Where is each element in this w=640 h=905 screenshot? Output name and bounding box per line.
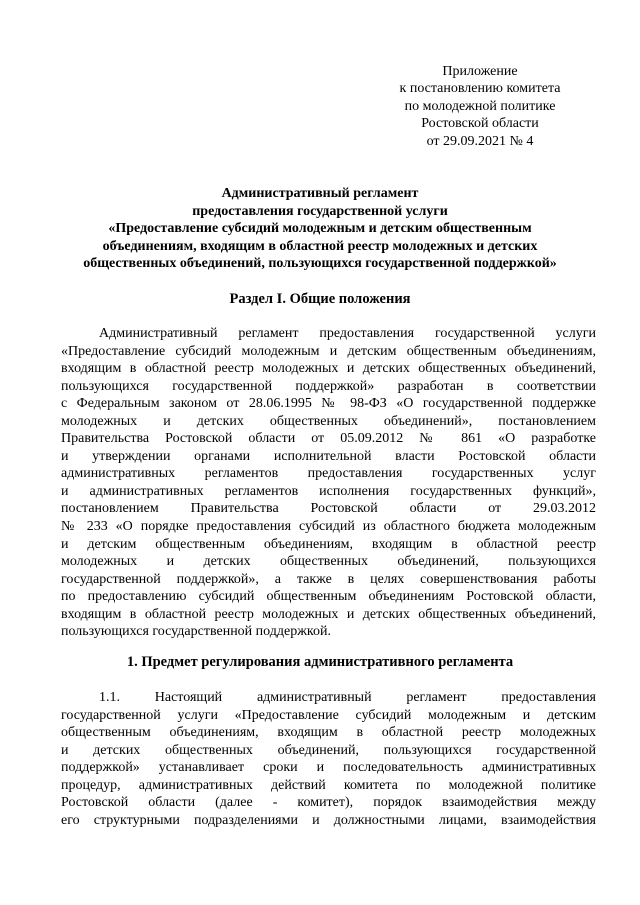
title-line: общественных объединений, пользующихся государственной поддержкой» <box>83 256 557 272</box>
paragraph-line: процедур, административных действий комитета по молодежной политике <box>61 777 596 793</box>
paragraph-line: Ростовской области (далее - комитет), порядок взаимодействия между <box>61 795 596 811</box>
title-line: предоставления государственной услуги <box>192 203 448 219</box>
appendix-line: к постановлению комитета <box>399 81 561 97</box>
paragraph-line: и утверждении органами исполнительной власти Ростовской области <box>61 448 596 464</box>
paragraph-line: поддержкой» устанавливает сроки и последовательность административных <box>61 760 596 776</box>
paragraph-line: и административных регламентов исполнения государственных функций», <box>61 483 596 499</box>
appendix-line: Приложение <box>442 64 518 79</box>
paragraph-line: входящим в областной реестр молодежных и детских общественных объединений, <box>61 361 596 377</box>
paragraph-line: 1.1. Настоящий административный регламент предоставления <box>99 690 596 705</box>
title-line: объединениям, входящим в областной реестр молодежных и детских <box>102 238 538 254</box>
paragraph-line: административных регламентов предоставления государственных услуг <box>61 466 596 482</box>
paragraph-line: государственной поддержкой», а также в целях совершенствования работы <box>61 571 596 587</box>
paragraph-general-provisions <box>61 325 596 641</box>
section-heading: Раздел I. Общие положения <box>229 291 411 307</box>
paragraph-line: Административный регламент предоставления государственной услуги <box>99 326 596 341</box>
paragraph-line: пользующихся государственной поддержкой» разработан в соответствии <box>61 378 596 394</box>
appendix-line: по молодежной политике <box>404 98 556 114</box>
paragraph-line: государственной услуги «Предоставление субсидий молодежным и детским <box>61 707 596 723</box>
paragraph-line: постановлением Правительства Ростовской области от 29.03.2012 <box>61 501 596 517</box>
paragraph-line: «Предоставление субсидий молодежным и детским общественным объединениям, <box>61 343 596 359</box>
paragraph-line: общественным объединениям, входящим в областной реестр молодежных <box>61 725 596 741</box>
title-line: «Предоставление субсидий молодежным и детским общественным <box>108 221 532 237</box>
appendix-line: Ростовской области <box>421 116 539 132</box>
paragraph-line: Правительства Ростовской области от 05.09.2012 № 861 «О разработке <box>61 431 596 447</box>
appendix-line: от 29.09.2021 № 4 <box>426 133 534 149</box>
paragraph-line: входящим в областной реестр молодежных и детских общественных объединений, <box>61 606 596 622</box>
paragraph-line: по предоставлению субсидий общественным объединениям Ростовской области, <box>61 589 596 605</box>
paragraph-line: и детским общественным объединениям, входящим в областной реестр <box>61 536 596 552</box>
paragraph-subject <box>61 689 596 829</box>
paragraph-line: и детских общественных объединений, пользующихся государственной <box>61 742 596 758</box>
paragraph-line: молодежных и детских общественных объединений», постановлением <box>61 413 596 429</box>
subsection-heading: 1. Предмет регулирования административного регламента <box>126 654 514 670</box>
paragraph-line: его структурными подразделениями и должностными лицами, взаимодействия <box>61 812 596 828</box>
paragraph-line: № 233 «О порядке предоставления субсидий из областного бюджета молодежным <box>61 519 596 535</box>
paragraph-line: с Федеральным законом от 28.06.1995 № 98-ФЗ «О государственной поддержке <box>61 396 596 412</box>
paragraph-line: молодежных и детских общественных объединений, пользующихся <box>61 554 596 570</box>
document-title <box>40 185 600 273</box>
appendix-block <box>380 63 580 150</box>
paragraph-line: пользующихся государственной поддержкой. <box>61 624 331 640</box>
title-line: Административный регламент <box>221 186 419 201</box>
